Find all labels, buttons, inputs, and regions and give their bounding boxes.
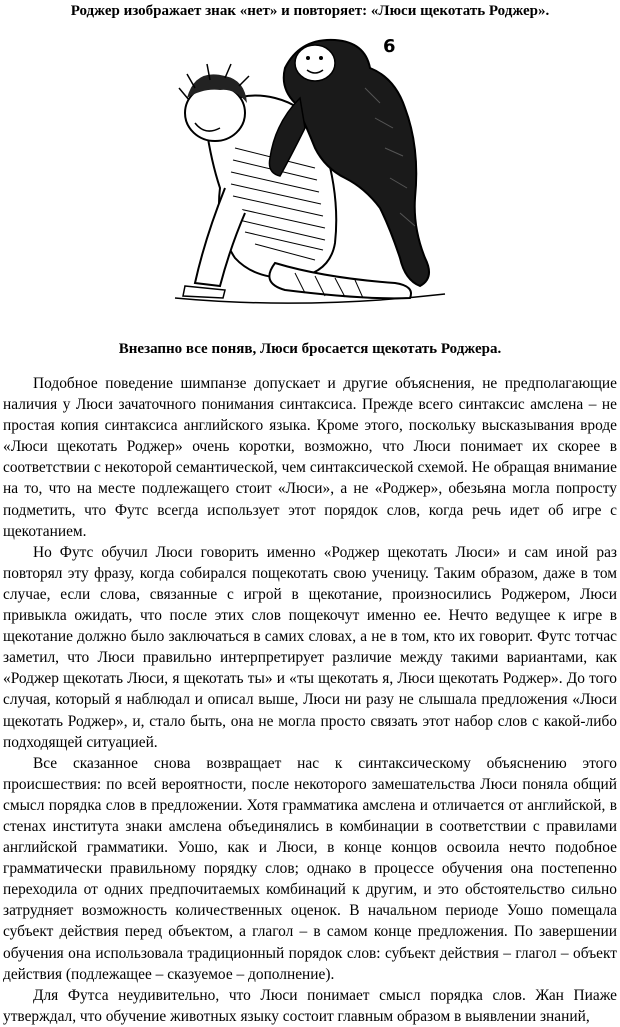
figure-caption-bottom: Внезапно все поняв, Люси бросается щекотать Роджера. — [118, 341, 502, 357]
paragraph: Все сказанное снова возвращает нас к синтаксическому объяснению этого происшествия: по всей вероятности, после некоторого замешательства Люси поняла общий смысл порядка слов в предложении. Хотя грамматика амслена и отличается от английской, в стенах института знаки амслена объединялись в комбинации в соответствии с правилами английской грамматики. Уошо, как и Люси, в конце концов освоила нечто подобное грамматически правильному порядку слов; однако в процессе обучения она постепенно переходила от одних предпочитаемых комбинаций к другим, и это обстоятельство сильно затрудняет возможность количественных оценок. В начальном периоде Уошо помещала субъект действия перед объектом, а глагол – в самом конце предложения. По завершении обучения она использовала традиционный порядок слов: субъект действия – глагол – объект действия (подлежащее – сказуемое – дополнение). — [3, 754, 617, 983]
paragraph: Подобное поведение шимпанзе допускает и другие объяснения, не предполагающие наличия у Люси зачаточного понимания синтаксиса. Прежде всего синтаксис амслена – не простая копия синтаксиса английского языка. Кроме этого, поскольку высказывания вроде «Люси щекотать Роджер» очень коротки, возможно, что Люси понимает их скорее в соответствии с некоторой семантической, чем синтаксической схемой. Не обращая внимание на то, что на месте подлежащего стоит «Люси», а не «Роджер», обезьяна могла попросту подметить, что Футс всегда использует этот порядок слов, когда речь идет об игре с щекотанием. — [3, 375, 617, 540]
illustration-chimpanzee-and-man — [165, 28, 455, 320]
paragraph: Но Футс обучил Люси говорить именно «Роджер щекотать Люси» и сам иной раз повторял эту фразу, когда собирался пощекотать свою ученицу. Таким образом, даже в том случае, если слова, связанные с игрой в щекотание, произносились Роджером, Люси привыкла ожидать, что после этих слов пощекочут именно ее. Нечто ведущее к игре в щекотание должно было заключаться в самих словах, а не в том, кто их говорит. Футс тотчас заметил, что Люси правильно интерпретирует различие между такими вариантами, как «Роджер щекотать Люси, я щекотать ты» и «ты щекотать я, Люси щекотать Роджер». До того случая, который я наблюдал и описал выше, Люси ни разу не слышала предложения «Люси щекотать Роджер», и, стало быть, она не могла просто связать этот набор слов с какой-либо подходящей ситуацией. — [3, 543, 617, 751]
figure-caption-top: Роджер изображает знак «нет» и повторяет: «Люси щекотать Роджер». — [70, 3, 550, 19]
paragraph: Для Футса неудивительно, что Люси понимает смысл порядка слов. Жан Пиаже утверждал, что обучение животных языку состоит главным образом в выявлении знаний, — [3, 986, 617, 1025]
body-text — [3, 373, 617, 1027]
illustration-drawing — [165, 28, 455, 320]
page-marker: 6 — [383, 36, 396, 57]
